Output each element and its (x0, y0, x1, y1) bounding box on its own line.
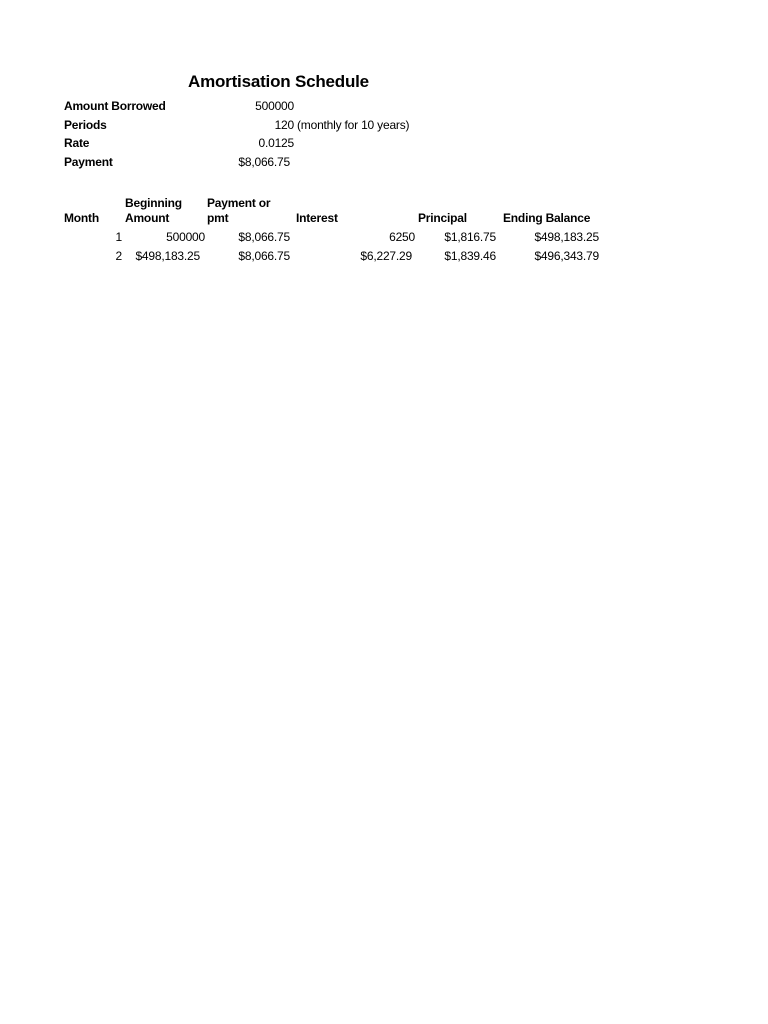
periods-note: (monthly for 10 years) (297, 118, 410, 132)
row1-payment: $8,066.75 (238, 230, 290, 244)
rate-value: 0.0125 (258, 136, 294, 150)
header-beginning-amount (125, 196, 182, 225)
periods-value: 120 (274, 118, 294, 132)
header-interest: Interest (296, 211, 338, 225)
row2-principal: $1,839.46 (444, 249, 496, 263)
periods-label: Periods (64, 118, 107, 132)
page-title: Amortisation Schedule (188, 72, 369, 91)
amount-borrowed-label: Amount Borrowed (64, 99, 166, 113)
header-month: Month (64, 211, 99, 225)
header-beginning-line1: Beginning (125, 196, 182, 210)
row2-interest: $6,227.29 (360, 249, 412, 263)
row1-beginning: 500000 (166, 230, 205, 244)
header-ending-balance: Ending Balance (503, 211, 591, 225)
row2-payment: $8,066.75 (238, 249, 290, 263)
rate-label: Rate (64, 136, 90, 150)
amount-borrowed-value: 500000 (255, 99, 294, 113)
row1-interest: 6250 (389, 230, 415, 244)
row1-month: 1 (115, 230, 122, 244)
payment-value: $8,066.75 (238, 155, 290, 169)
row2-beginning: $498,183.25 (135, 249, 200, 263)
header-payment-line1: Payment or (207, 196, 271, 210)
row2-month: 2 (115, 249, 122, 263)
header-beginning-line2: Amount (125, 210, 170, 225)
row1-ending: $498,183.25 (534, 230, 599, 244)
payment-label: Payment (64, 155, 113, 169)
header-payment (207, 196, 270, 225)
row1-principal: $1,816.75 (444, 230, 496, 244)
header-principal: Principal (418, 211, 467, 225)
row2-ending: $496,343.79 (534, 249, 599, 263)
header-payment-line2: pmt (207, 210, 229, 225)
